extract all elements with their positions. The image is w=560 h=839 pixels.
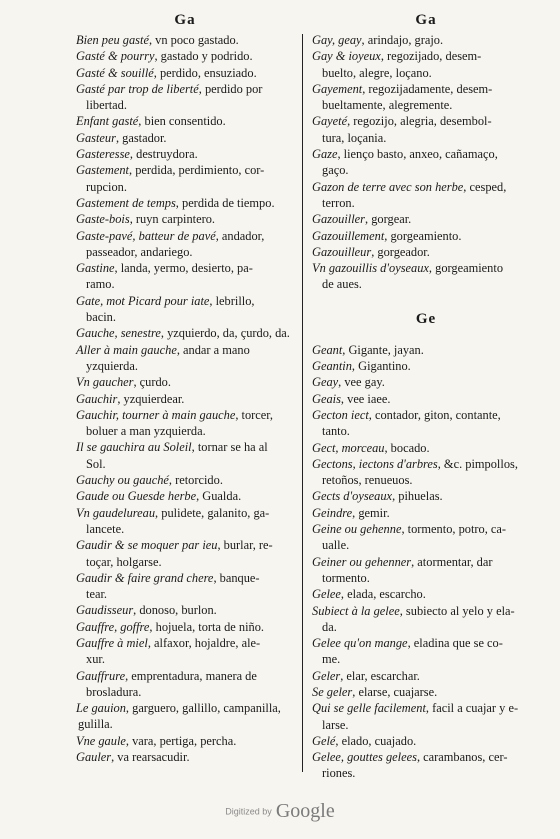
entry-continuation: bueltamente, alegremente. [322,98,453,113]
dictionary-entry [312,700,540,733]
entry-definition: , regozijado, desem- [380,49,482,64]
entry-continuation: tanto. [322,424,350,439]
entry-continuation: larse. [322,717,349,732]
entry-continuation: Sol. [86,456,106,471]
entry-headword: Vn gaudelureau [76,505,156,520]
entry-headword: Gauffre, goffre [76,619,150,634]
entry-headword: Vne gaule [76,733,126,748]
entry-headword: Gelé [312,733,336,748]
entry-definition: , regozijadamente, desem- [362,81,493,96]
dictionary-entry [76,162,294,195]
entry-headword: Gecton iect [312,407,369,422]
entry-headword: Gauchir [76,391,118,406]
entry-definition: , garguero, gallillo, campanilla, gulilla. [78,701,281,732]
right-column [312,10,540,782]
dictionary-entry [312,586,540,602]
digitized-by-text: Digitized by [225,806,272,817]
entry-continuation: de aues. [322,277,362,292]
entry-headword: Aller à main gauche [76,342,177,357]
dictionary-entry [76,570,294,603]
entry-headword: Gelee [312,587,341,602]
entry-continuation: retoños, renueuos. [322,473,413,488]
entry-definition: , gastador. [115,130,167,145]
dictionary-entry [76,81,294,114]
entry-headword: Qui se gelle facilement [312,701,426,716]
entry-definition: , pihuelas. [392,489,443,504]
entry-definition: , gorgeamiento [428,261,504,276]
dictionary-entry [312,456,540,489]
entry-definition: , subiecto al yelo y ela- [399,603,515,618]
entry-definition: , ruyn carpintero. [129,212,216,227]
entry-definition: , andar a mano [176,342,250,357]
dictionary-entry [312,554,540,587]
dictionary-entry [76,733,294,749]
entry-headword: Gazon de terre avec son herbe [312,179,464,194]
entry-continuation: ualle. [322,538,350,553]
entry-continuation: toçar, holgarse. [86,554,162,569]
entry-definition: , carambanos, cer- [416,750,508,765]
entry-definition: , lienço basto, anxeo, cañamaço, [337,147,498,162]
dictionary-entry [76,439,294,472]
dictionary-entry [312,81,540,114]
dictionary-entry [312,668,540,684]
dictionary-entry [76,700,294,733]
dictionary-entry [76,505,294,538]
dictionary-entry [76,749,294,765]
dictionary-entry [312,342,540,358]
dictionary-entry [76,407,294,440]
entry-continuation: bacin. [86,310,116,325]
dictionary-entry [312,635,540,668]
dictionary-entry [312,521,540,554]
entry-definition: , retorcido. [168,473,223,488]
left-entry-list [76,32,294,765]
dictionary-entry [76,488,294,504]
dictionary-entry [312,244,540,260]
dictionary-entry [76,374,294,390]
entry-continuation: tura, loçania. [322,130,387,145]
entry-definition: , elado, cuajado. [335,733,417,748]
entry-headword: Gastine [76,261,115,276]
section-heading-ge: Ge [415,310,437,327]
entry-headword: Gauffrure [76,668,126,683]
entry-headword: Geant [312,342,343,357]
entry-definition: , Gigante, jayan. [342,342,424,357]
right-entry-list-ge [312,342,540,782]
entry-definition: , emprentadura, manera de [125,668,257,683]
entry-continuation: gaço. [322,163,349,178]
dictionary-entry [312,113,540,146]
entry-definition: , bien consentido. [138,114,226,129]
entry-continuation: riones. [322,766,356,781]
entry-headword: Gauchy ou gauché [76,473,169,488]
entry-definition: , gorgear. [365,212,412,227]
entry-definition: , gorgeador. [371,244,430,259]
dictionary-entry [312,374,540,390]
entry-headword: Gastement de temps [76,195,176,210]
entry-headword: Gasteur [76,130,116,145]
entry-continuation: brosladura. [86,684,142,699]
entry-definition: , Gualda. [196,489,242,504]
entry-continuation: tear. [86,587,107,602]
entry-definition: , regozijo, alegria, desembol- [347,114,492,129]
entry-headword: Bien peu gasté [76,33,149,47]
dictionary-entry [76,228,294,261]
entry-definition: , perdido por [198,81,263,96]
entry-continuation: me. [322,652,341,667]
entry-headword: Geindre [312,505,353,520]
entry-continuation: tormento. [322,570,370,585]
entry-headword: Gaste-pavé, batteur de pavé [76,228,216,243]
entry-headword: Gectons, iectons d'arbres [312,456,438,471]
dictionary-entry [312,260,540,293]
entry-headword: Gaudir & se moquer par ieu [76,538,218,553]
entry-headword: Gaze [312,147,338,162]
dictionary-entry [312,749,540,782]
left-running-head: Ga [174,12,196,28]
google-logo: Google [275,800,335,822]
entry-definition: , gastado y podrido. [154,49,253,64]
entry-definition: , banque- [213,570,260,585]
entry-definition: , eladina que se co- [407,636,503,651]
entry-headword: Geay [312,375,339,390]
entry-headword: Gasté & pourry [76,49,155,64]
entry-headword: Il se gauchira au Soleil [76,440,192,455]
right-entry-list-ga [312,32,540,293]
dictionary-entry [76,537,294,570]
entry-continuation: lancete. [86,521,125,536]
entry-definition: , tornar se ha al [191,440,268,455]
entry-definition: , arindajo, grajo. [361,33,444,47]
entry-headword: Gayement [312,81,363,96]
dictionary-entry [312,228,540,244]
dictionary-entry [312,391,540,407]
entry-headword: Gelee qu'on mange [312,636,408,651]
entry-headword: Enfant gasté [76,114,139,129]
entry-definition: , perdida de tiempo. [175,195,275,210]
dictionary-entry [76,472,294,488]
entry-headword: Geais [312,391,341,406]
dictionary-entry [312,603,540,636]
entry-definition: , vee iaee. [340,391,391,406]
entry-definition: , landa, yermo, desierto, pa- [114,261,253,276]
entry-definition: , burlar, re- [217,538,273,553]
entry-headword: Gate, mot Picard pour iate [76,293,210,308]
entry-definition: , gemir. [352,505,390,520]
entry-headword: Gect, morceau [312,440,385,455]
entry-headword: Gayeté [312,114,348,129]
entry-continuation: yzquierda. [86,358,138,373]
entry-definition: , çurdo. [133,375,171,390]
entry-headword: Gasté & souillé [76,65,154,80]
entry-headword: Vn gazouillis d'oyseaux [312,261,429,276]
entry-definition: , donoso, burlon. [133,603,217,618]
dictionary-entry [76,668,294,701]
entry-headword: Geler [312,668,341,683]
dictionary-entry [312,48,540,81]
entry-headword: Gauffre à miel [76,635,148,650]
dictionary-entry [76,195,294,211]
dictionary-entry [76,602,294,618]
entry-continuation: xur. [86,652,105,667]
dictionary-entry [312,358,540,374]
dictionary-entry [76,260,294,293]
dictionary-entry [76,146,294,162]
entry-continuation: boluer a man yzquierda. [86,424,206,439]
dictionary-entry [312,440,540,456]
entry-definition: , tormento, potro, ca- [401,522,507,537]
entry-definition: , elarse, cuajarse. [352,684,438,699]
entry-headword: Geine ou gehenne [312,522,402,537]
dictionary-entry [312,146,540,179]
entry-headword: Gauche, senestre [76,326,161,341]
entry-definition: , destruydora. [129,147,198,162]
entry-headword: Gauchir, tourner à main gauche [76,407,236,422]
entry-definition: , vn poco gastado. [148,33,239,47]
left-column [76,10,294,765]
dictionary-entry [76,113,294,129]
entry-continuation: terron. [322,195,355,210]
entry-continuation: libertad. [86,98,127,113]
dictionary-entry [312,488,540,504]
entry-definition: , bocado. [384,440,430,455]
entry-headword: Subiect à la gelee [312,603,400,618]
entry-headword: Gazouiller [312,212,366,227]
entry-continuation: rupcion. [86,179,127,194]
entry-definition: , contador, giton, contante, [368,407,501,422]
entry-definition: , atormentar, dar [411,554,493,569]
dictionary-entry [312,505,540,521]
entry-definition: , gorgeamiento. [384,228,462,243]
dictionary-entry [312,684,540,700]
entry-definition: , lebrillo, [209,293,255,308]
dictionary-entry [76,342,294,375]
entry-definition: , &c. pimpollos, [437,456,518,471]
dictionary-entry [312,407,540,440]
entry-continuation: da. [322,619,337,634]
entry-continuation: ramo. [86,277,115,292]
dictionary-entry [312,211,540,227]
entry-definition: , perdido, ensuziado. [153,65,257,80]
entry-definition: , Gigantino. [351,359,411,374]
entry-headword: Gay, geay [312,33,362,47]
entry-headword: Gastement [76,163,129,178]
dictionary-entry [76,635,294,668]
entry-headword: Gay & ioyeux [312,49,381,64]
entry-continuation: buelto, alegre, loçano. [322,65,432,80]
entry-headword: Gazouilleur [312,244,372,259]
entry-headword: Gaste-bois [76,212,130,227]
entry-headword: Gasteresse [76,147,130,162]
entry-headword: Geiner ou gehenner [312,554,412,569]
dictionary-entry [312,179,540,212]
entry-definition: , alfaxor, hojaldre, ale- [147,635,261,650]
dictionary-entry [312,32,540,48]
entry-headword: Vn gaucher [76,375,134,390]
right-running-head: Ga [415,12,437,28]
entry-headword: Gaude ou Guesde herbe [76,489,197,504]
dictionary-entry [312,733,540,749]
entry-definition: , va rearsacudir. [111,750,190,765]
entry-headword: Gects d'oyseaux [312,489,393,504]
entry-headword: Gelee, gouttes gelees [312,750,417,765]
entry-headword: Gasté par trop de liberté [76,81,199,96]
entry-definition: , perdida, perdimiento, cor- [129,163,265,178]
entry-definition: , hojuela, torta de niño. [149,619,265,634]
dictionary-entry [76,130,294,146]
dictionary-entry [76,48,294,64]
dictionary-entry [76,293,294,326]
dictionary-entry [76,325,294,341]
entry-definition: , cesped, [463,179,507,194]
digitized-footer [0,800,560,823]
entry-headword: Gaudir & faire grand chere [76,570,214,585]
entry-definition: , vee gay. [338,375,385,390]
entry-definition: , elada, escarcho. [340,587,426,602]
dictionary-entry [76,32,294,48]
entry-headword: Se geler [312,684,353,699]
entry-definition: , andador, [215,228,265,243]
entry-headword: Geantin [312,359,352,374]
entry-headword: Gazouillement [312,228,385,243]
entry-definition: , pulidete, galanito, ga- [155,505,270,520]
dictionary-entry [76,619,294,635]
entry-definition: , yzquierdear. [117,391,185,406]
entry-definition: , yzquierdo, da, çurdo, da. [160,326,290,341]
entry-headword: Gauler [76,750,112,765]
entry-continuation: passeador, andariego. [86,244,193,259]
entry-headword: Gaudisseur [76,603,134,618]
dictionary-entry [76,65,294,81]
dictionary-entry [76,391,294,407]
column-divider [302,34,303,772]
entry-headword: Le gauion [76,701,126,716]
entry-definition: , torcer, [235,407,274,422]
entry-definition: , vara, pertiga, percha. [125,733,237,748]
entry-definition: , elar, escarchar. [340,668,420,683]
dictionary-entry [76,211,294,227]
entry-definition: , facil a cuajar y e- [425,701,519,716]
